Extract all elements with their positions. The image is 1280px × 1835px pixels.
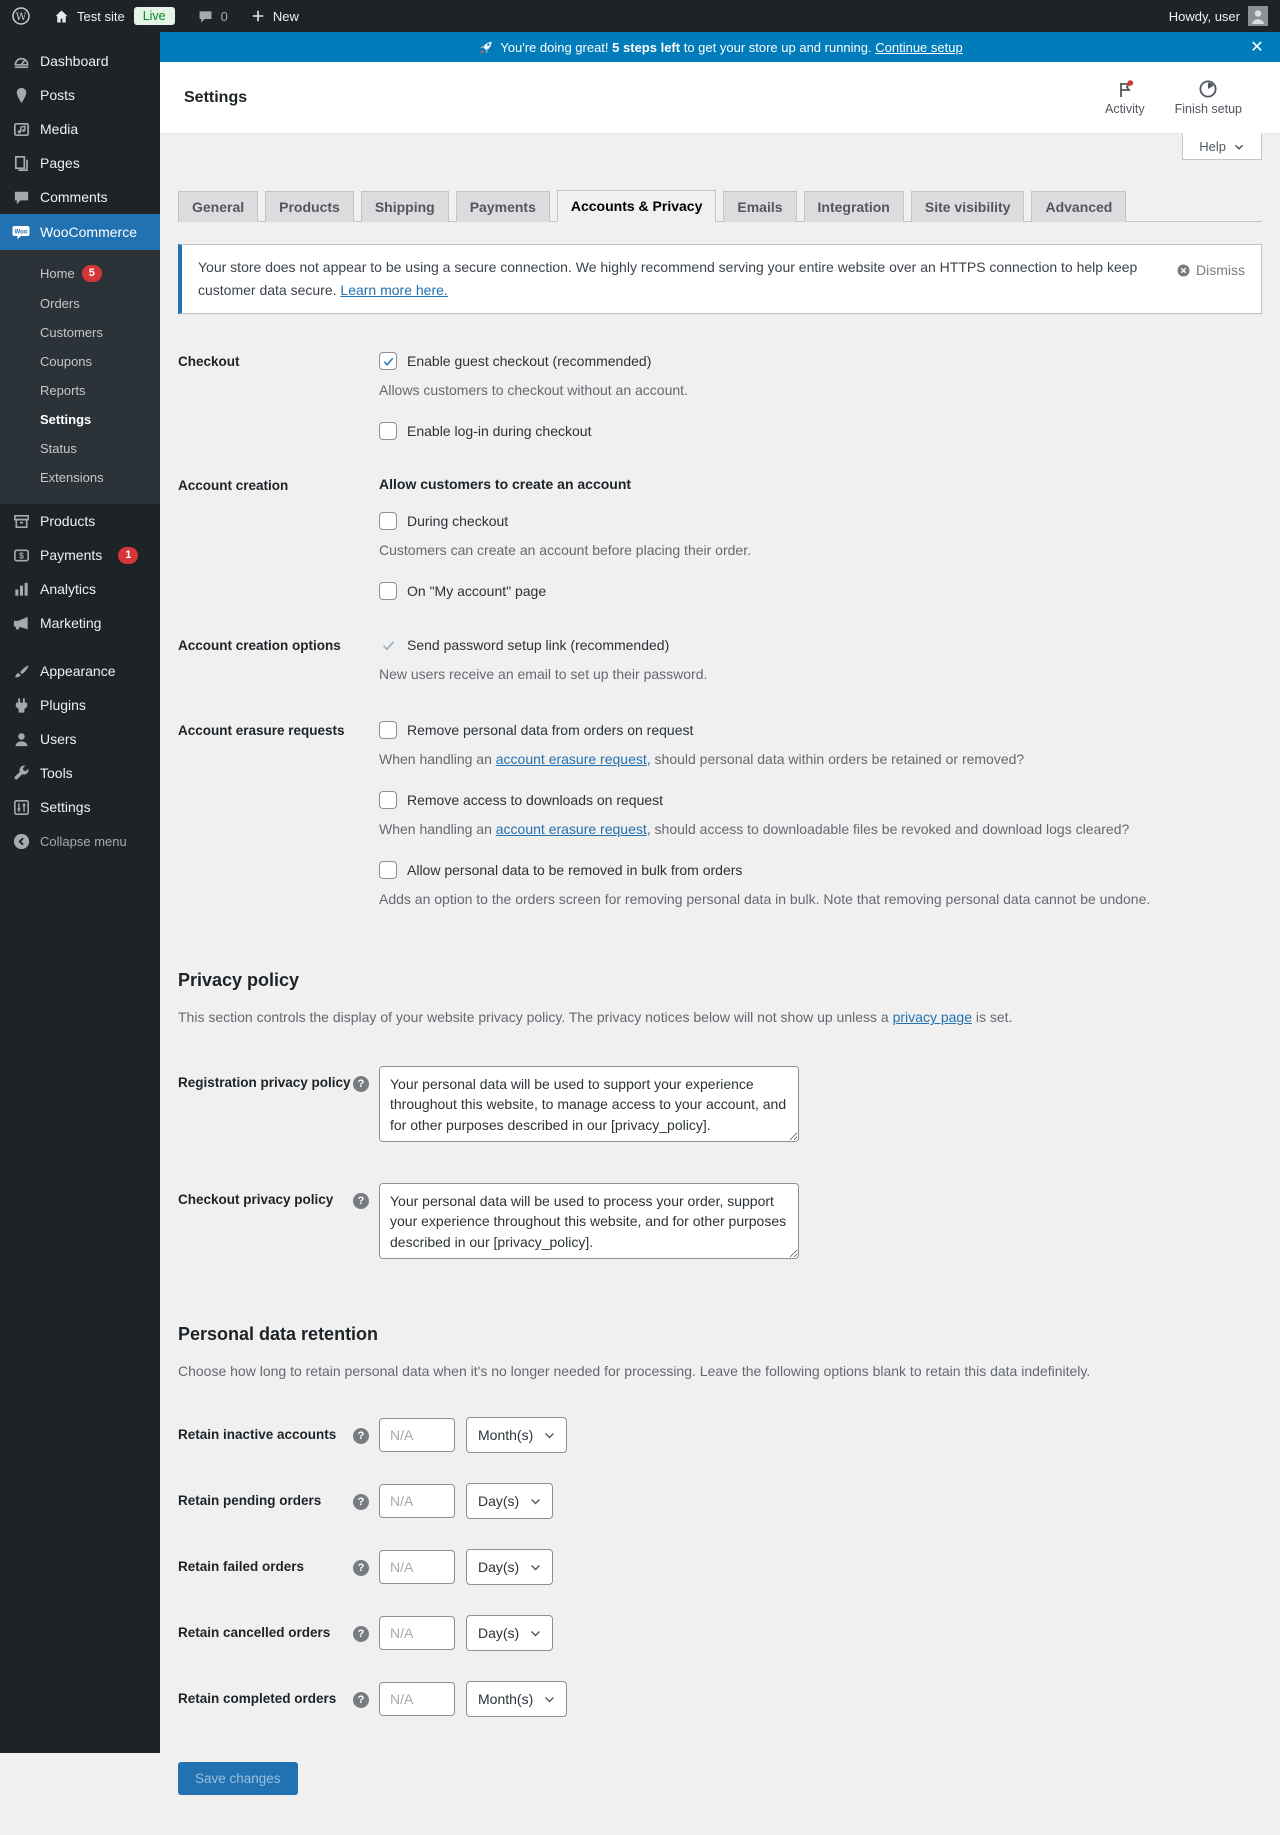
- collapse-menu-button[interactable]: [0, 824, 160, 858]
- row-label: Retain cancelled orders: [178, 1625, 331, 1641]
- collapse-arrow-icon: [11, 831, 31, 851]
- home-icon: [53, 8, 70, 25]
- notice-text: Your store does not appear to be using a secure connection. We highly recommend serving your entire website over an HTTPS connection to help keep customer data secure. Learn more here.: [198, 259, 1138, 299]
- sidebar-item-posts[interactable]: [0, 78, 160, 112]
- svg-text:W: W: [15, 11, 27, 23]
- login-checkout-checkbox[interactable]: [379, 422, 397, 440]
- row-label: Retain inactive accounts: [178, 1427, 337, 1443]
- user-icon: [11, 729, 31, 749]
- plus-icon: [250, 8, 266, 24]
- sidebar-item-dashboard[interactable]: [0, 44, 160, 78]
- dismiss-circle-icon: [1176, 263, 1191, 278]
- submenu-item-customers[interactable]: Customers: [40, 325, 103, 340]
- sidebar-item-marketing[interactable]: [0, 606, 160, 640]
- learn-more-link[interactable]: Learn more here.: [340, 282, 448, 299]
- payments-icon: [11, 545, 31, 565]
- sidebar-item-label: Appearance: [40, 663, 116, 679]
- option-description: New users receive an email to set up their password.: [379, 666, 708, 683]
- analytics-icon: [11, 579, 31, 599]
- chevron-down-icon: [529, 1627, 542, 1640]
- comments-link[interactable]: [186, 0, 239, 32]
- help-button[interactable]: Help: [1182, 133, 1262, 160]
- comments-icon: [11, 187, 31, 207]
- sidebar-item-appearance[interactable]: [0, 654, 160, 688]
- tab-accounts-privacy[interactable]: Accounts & Privacy: [557, 190, 717, 222]
- admin-sidebar: [0, 32, 160, 1753]
- help-tip-icon[interactable]: ?: [353, 1626, 369, 1642]
- site-name-link[interactable]: [42, 0, 186, 32]
- checkout-row: [178, 334, 1262, 458]
- sidebar-item-payments[interactable]: [0, 538, 160, 572]
- privacy-policy-description: This section controls the display of your website privacy policy. The privacy notices below will not show up unless a privacy page is set.: [178, 1009, 1013, 1026]
- option-description: Adds an option to the orders screen for removing personal data in bulk. Note that removing personal data cannot be undone.: [379, 891, 1151, 908]
- retain-completed-orders-unit-select[interactable]: Month(s): [466, 1681, 567, 1717]
- finish-setup-button[interactable]: Finish setup: [1175, 79, 1242, 116]
- retain-failed-orders-row: [178, 1534, 1262, 1600]
- https-notice: [178, 244, 1262, 314]
- admin-bar: [0, 0, 1280, 32]
- remove-personal-data-checkbox[interactable]: [379, 721, 397, 739]
- row-label: Retain completed orders: [178, 1691, 337, 1707]
- banner-close-icon[interactable]: ✕: [1250, 39, 1264, 56]
- settings-tabs: [178, 190, 1262, 222]
- tab-emails[interactable]: Emails: [723, 191, 796, 222]
- plug-icon: [11, 695, 31, 715]
- site-name: Test site: [77, 8, 125, 24]
- my-account-link[interactable]: [1169, 6, 1280, 26]
- woocommerce-header: [160, 62, 1280, 134]
- check-icon: [382, 355, 395, 368]
- pages-icon: [11, 153, 31, 173]
- row-label: Registration privacy policy: [178, 1075, 351, 1091]
- account-creation-row: [178, 458, 1262, 618]
- sidebar-item-label: Tools: [40, 765, 73, 781]
- option-description: Customers can create an account before placing their order.: [379, 542, 751, 559]
- sidebar-item-label: Products: [40, 513, 96, 529]
- settings-content: [160, 190, 1280, 1835]
- products-icon: [11, 511, 31, 531]
- my-account-page-option[interactable]: On "My account" page: [379, 582, 1262, 600]
- tab-products[interactable]: Products: [265, 191, 354, 222]
- submenu-item-reports[interactable]: Reports: [40, 383, 86, 398]
- help-tip-icon[interactable]: ?: [353, 1193, 369, 1209]
- live-badge: Live: [134, 7, 175, 25]
- retain-inactive-accounts-input[interactable]: [379, 1418, 455, 1452]
- row-label: Account erasure requests: [178, 723, 345, 739]
- sidebar-item-analytics[interactable]: [0, 572, 160, 606]
- dismiss-button[interactable]: Dismiss: [1176, 259, 1245, 282]
- sidebar-item-label: Marketing: [40, 615, 102, 631]
- tab-payments[interactable]: Payments: [456, 191, 550, 222]
- registration-privacy-row: [178, 1048, 1262, 1165]
- retain-cancelled-orders-row: [178, 1600, 1262, 1666]
- retain-failed-orders-input[interactable]: [379, 1550, 455, 1584]
- retain-pending-orders-row: [178, 1468, 1262, 1534]
- help-tip-icon[interactable]: ?: [353, 1076, 369, 1092]
- row-label: Checkout: [178, 354, 240, 370]
- woocommerce-logo-icon: [11, 222, 31, 242]
- help-tip-icon[interactable]: ?: [353, 1494, 369, 1510]
- wordpress-menu-button[interactable]: [0, 0, 42, 32]
- tab-site-visibility[interactable]: Site visibility: [911, 191, 1025, 222]
- setup-banner: [160, 32, 1280, 62]
- checked-disabled-icon: [379, 636, 397, 654]
- new-content-button[interactable]: [239, 0, 310, 32]
- field-heading: Allow customers to create an account: [379, 476, 632, 493]
- page-title: Settings: [184, 88, 248, 106]
- help-tip-icon[interactable]: ?: [353, 1428, 369, 1444]
- sidebar-item-pages[interactable]: [0, 146, 160, 180]
- banner-text: You're doing great! 5 steps left to get your store up and running. Continue setup: [500, 39, 963, 55]
- sidebar-item-users[interactable]: [0, 722, 160, 756]
- tab-advanced[interactable]: Advanced: [1031, 191, 1126, 222]
- sidebar-item-label: Analytics: [40, 581, 97, 597]
- option-description: When handling an account erasure request, should personal data within orders be retained or removed?: [379, 751, 1025, 768]
- sidebar-item-comments[interactable]: [0, 180, 160, 214]
- row-label: Account creation: [178, 478, 289, 494]
- chevron-down-icon: [543, 1429, 556, 1442]
- submenu-item-extensions[interactable]: Extensions: [40, 470, 104, 485]
- option-description: When handling an account erasure request, should access to downloadable files be revoked and download logs cleared?: [379, 821, 1130, 838]
- send-password-link-option[interactable]: Send password setup link (recommended): [379, 636, 1262, 654]
- brush-icon: [11, 661, 31, 681]
- wrench-icon: [11, 763, 31, 783]
- sidebar-item-label: Comments: [40, 189, 108, 205]
- sidebar-item-label: Plugins: [40, 697, 86, 713]
- rocket-icon: [477, 39, 494, 56]
- sidebar-item-label: Pages: [40, 155, 80, 171]
- retain-cancelled-orders-input[interactable]: [379, 1616, 455, 1650]
- sidebar-item-plugins[interactable]: [0, 688, 160, 722]
- sidebar-item-products[interactable]: [0, 504, 160, 538]
- wordpress-logo-icon: [11, 6, 31, 26]
- submenu-item-coupons[interactable]: Coupons: [40, 354, 93, 369]
- media-icon: [11, 119, 31, 139]
- retain-inactive-accounts-row: [178, 1402, 1262, 1468]
- retain-completed-orders-input[interactable]: [379, 1682, 455, 1716]
- howdy-text: Howdy, user: [1168, 8, 1240, 24]
- sidebar-item-label: Dashboard: [40, 53, 109, 69]
- submenu-item-orders[interactable]: Orders: [40, 296, 80, 311]
- sidebar-item-label: Media: [40, 121, 79, 137]
- woocommerce-submenu: [0, 250, 160, 504]
- remove-personal-data-option[interactable]: Remove personal data from orders on request: [379, 721, 1262, 739]
- data-retention-heading: Personal data retention: [178, 1324, 379, 1345]
- account-erasure-row: [178, 703, 1262, 928]
- comment-bubble-icon: [197, 8, 214, 25]
- option-description: Allows customers to checkout without an account.: [379, 382, 688, 399]
- sidebar-item-label: Collapse menu: [40, 833, 127, 849]
- home-badge: 5: [82, 265, 102, 282]
- settings-sliders-icon: [11, 797, 31, 817]
- sidebar-item-tools[interactable]: [0, 756, 160, 790]
- checkout-privacy-textarea[interactable]: [379, 1183, 799, 1259]
- privacy-page-link[interactable]: privacy page: [892, 1009, 972, 1026]
- submenu-item-home[interactable]: Home 5: [0, 258, 160, 289]
- row-label: Retain pending orders: [178, 1493, 322, 1509]
- retain-completed-orders-row: [178, 1666, 1262, 1732]
- help-tip-icon[interactable]: ?: [353, 1692, 369, 1708]
- registration-privacy-textarea[interactable]: [379, 1066, 799, 1142]
- row-label: Retain failed orders: [178, 1559, 305, 1575]
- tab-integration[interactable]: Integration: [804, 191, 904, 222]
- tab-general[interactable]: General: [178, 191, 258, 222]
- chevron-down-icon: [529, 1561, 542, 1574]
- retain-inactive-accounts-unit-select[interactable]: Month(s): [466, 1417, 567, 1453]
- comment-count: 0: [220, 8, 228, 24]
- remove-downloads-access-checkbox[interactable]: [379, 791, 397, 809]
- guest-checkout-option[interactable]: Enable guest checkout (recommended): [379, 352, 1262, 370]
- submenu-item-status[interactable]: Status: [40, 441, 77, 456]
- save-changes-button[interactable]: Save changes: [178, 1762, 298, 1795]
- continue-setup-link[interactable]: Continue setup: [875, 39, 963, 55]
- login-checkout-option[interactable]: Enable log-in during checkout: [379, 422, 1262, 440]
- tab-shipping[interactable]: Shipping: [361, 191, 449, 222]
- data-retention-description: Choose how long to retain personal data when it's no longer needed for processing. Leave the following options blank to retain this data indefinitely.: [178, 1363, 1091, 1380]
- pin-icon: [11, 85, 31, 105]
- row-label: Account creation options: [178, 638, 341, 654]
- svg-text:Woo: Woo: [14, 229, 28, 236]
- retain-pending-orders-unit-select[interactable]: Day(s): [466, 1483, 553, 1519]
- svg-text:$: $: [18, 550, 24, 561]
- my-account-page-checkbox[interactable]: [379, 582, 397, 600]
- help-tip-icon[interactable]: ?: [353, 1560, 369, 1576]
- dashboard-icon: [11, 51, 31, 71]
- chevron-down-icon: [1233, 141, 1245, 153]
- bulk-removal-option[interactable]: Allow personal data to be removed in bulk from orders: [379, 861, 1262, 879]
- sidebar-item-label: WooCommerce: [40, 224, 137, 240]
- checkout-privacy-row: [178, 1165, 1262, 1282]
- row-label: Checkout privacy policy: [178, 1192, 334, 1208]
- submenu-item-settings[interactable]: Settings: [40, 412, 92, 427]
- activity-flag-icon: [1115, 79, 1135, 99]
- main-area: [160, 32, 1280, 1787]
- during-checkout-checkbox[interactable]: [379, 512, 397, 530]
- sidebar-item-label: Settings: [40, 799, 91, 815]
- activity-button[interactable]: Activity: [1105, 79, 1145, 116]
- during-checkout-option[interactable]: During checkout: [379, 512, 1262, 530]
- sidebar-item-label: Payments: [40, 547, 103, 563]
- sidebar-item-settings[interactable]: [0, 790, 160, 824]
- erasure-request-link[interactable]: account erasure request: [495, 751, 647, 768]
- bulk-removal-checkbox[interactable]: [379, 861, 397, 879]
- retain-pending-orders-input[interactable]: [379, 1484, 455, 1518]
- account-creation-options-row: [178, 618, 1262, 703]
- retain-cancelled-orders-unit-select[interactable]: Day(s): [466, 1615, 553, 1651]
- retain-failed-orders-unit-select[interactable]: Day(s): [466, 1549, 553, 1585]
- chevron-down-icon: [543, 1693, 556, 1706]
- privacy-policy-heading: Privacy policy: [178, 970, 300, 991]
- sidebar-item-label: Posts: [40, 87, 76, 103]
- sidebar-item-media[interactable]: [0, 112, 160, 146]
- setup-progress-icon: [1198, 79, 1218, 99]
- remove-downloads-access-option[interactable]: Remove access to downloads on request: [379, 791, 1262, 809]
- chevron-down-icon: [529, 1495, 542, 1508]
- erasure-request-link[interactable]: account erasure request: [495, 821, 647, 838]
- sidebar-item-label: Users: [40, 731, 77, 747]
- megaphone-icon: [11, 613, 31, 633]
- new-label: New: [272, 8, 299, 24]
- guest-checkout-checkbox[interactable]: [379, 352, 397, 370]
- payments-badge: 1: [118, 547, 138, 564]
- avatar: [1248, 6, 1268, 26]
- sidebar-item-woocommerce[interactable]: [0, 214, 160, 250]
